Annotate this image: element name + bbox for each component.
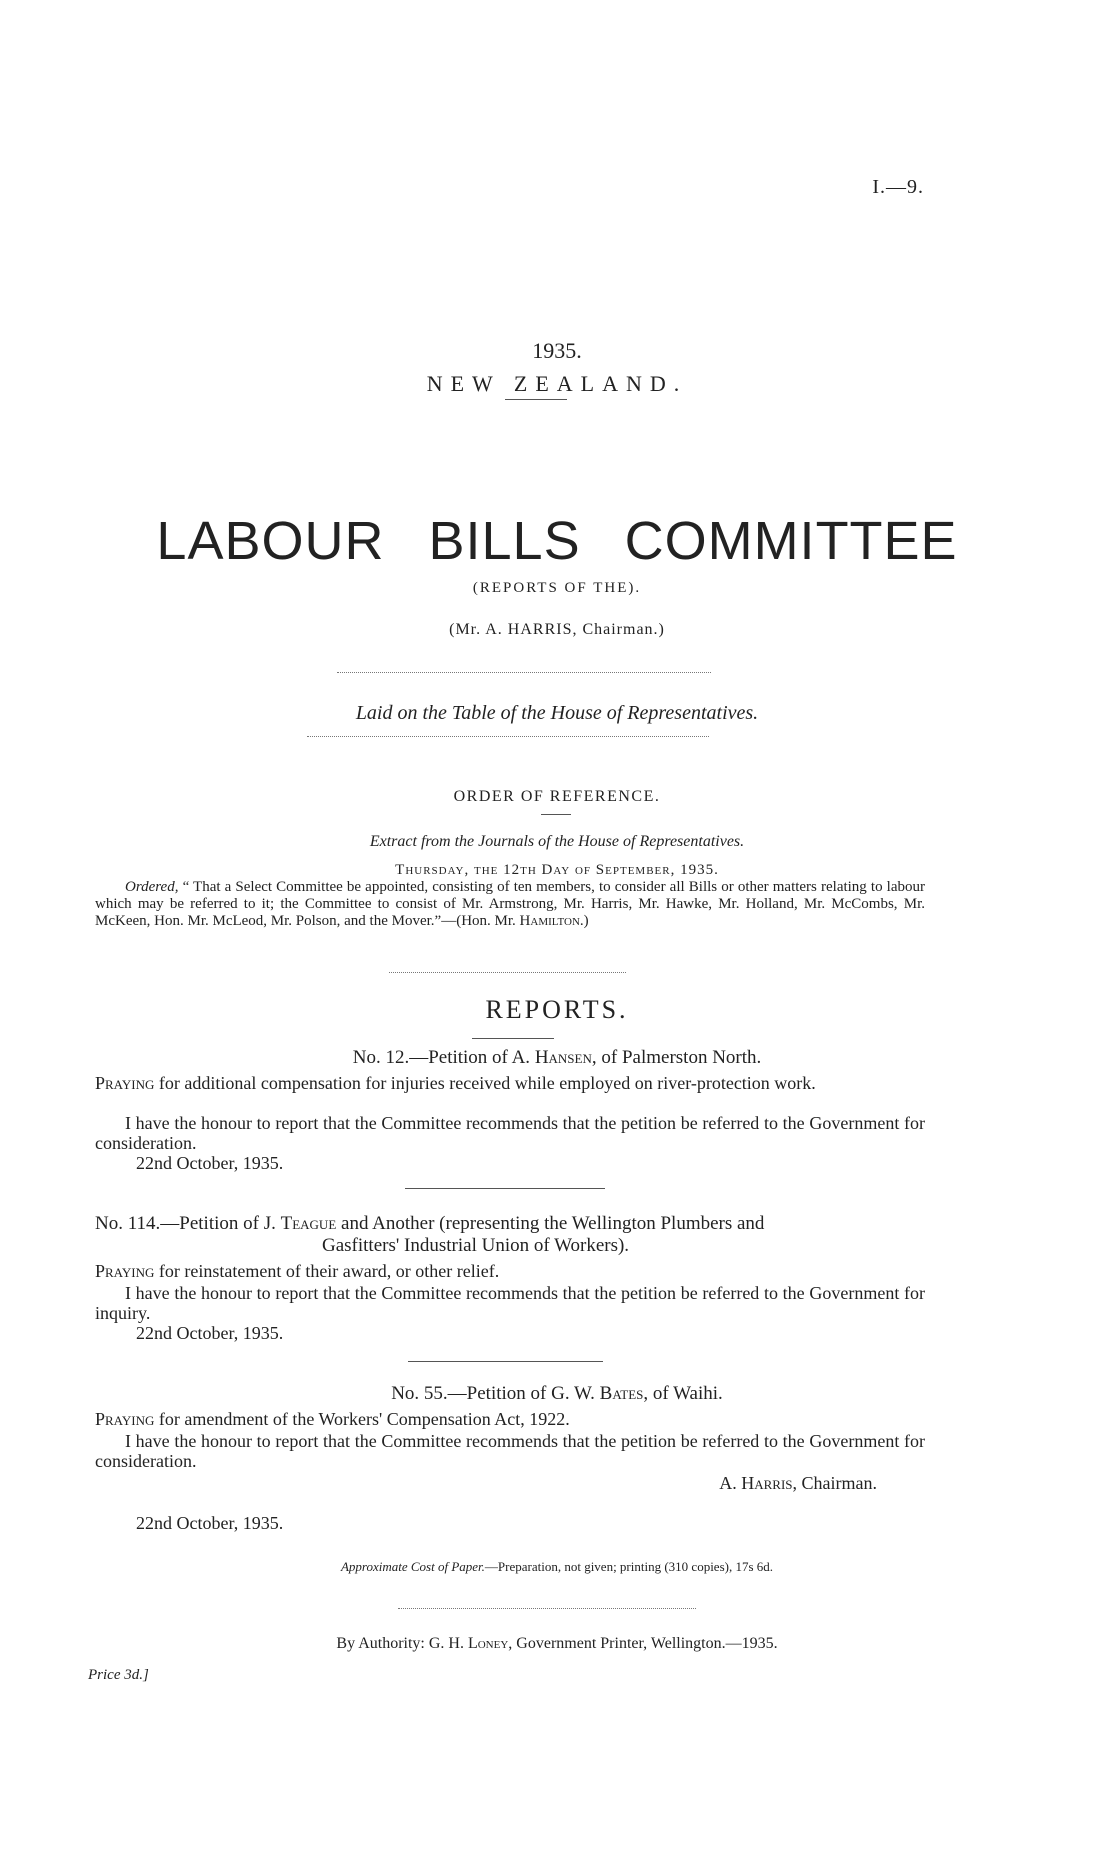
praying-label: Praying [95,1261,155,1281]
petition-heading: No. 114.—Petition of J. Teague and Another (representing the Wellington Plumbers and [95,1213,765,1234]
chairman-line: (Mr. A. HARRIS, Chairman.) [449,621,665,638]
petitioner-name: Teague [280,1213,337,1234]
report-date: 22nd October, 1935. [136,1153,284,1173]
divider [541,814,571,815]
chairman-signature: A. Harris, Chairman. [719,1473,877,1493]
document-reference: I.—9. [872,176,924,198]
petitioner-name: Bates [599,1383,644,1404]
year: 1935. [532,338,582,363]
laid-on-table: Laid on the Table of the House of Representatives. [355,702,759,724]
praying-label: Praying [95,1073,155,1093]
divider [398,1608,696,1609]
printer-name: Loney [467,1635,509,1652]
signatory-name: Harris [741,1473,793,1493]
journal-extract: Extract from the Journals of the House of Representatives. [369,833,745,850]
report-date: 22nd October, 1935. [136,1323,284,1343]
report-text: I have the honour to report that the Committee recommends that the petition be referred to the Government for consideration. [95,1113,925,1153]
cost-label: Approximate Cost of Paper. [340,1559,485,1574]
printer-authority: By Authority: G. H. Loney, Government Printer, Wellington.—1935. [336,1635,778,1652]
document-subtitle: (REPORTS OF THE). [472,580,642,596]
ordered-text: “ That a Select Committee be appointed, consisting of ten members, to consider all Bills or other matters relating to labour which may be referred to it; the Committee to consist of Mr. Armstrong, Mr. Harris, Mr. Hawke, Mr. Holland, Mr. McCombs, Mr. McKeen, Hon. Mr. McLeod, Mr. Polson, and the Mover.”—(Hon. Mr. [95,879,925,929]
divider [472,1038,554,1039]
divider [337,672,711,673]
report-text: I have the honour to report that the Committee recommends that the petition be referred to the Government for inquiry. [95,1283,925,1323]
cost-of-paper: Approximate Cost of Paper.—Preparation, not given; printing (310 copies), 17s 6d. [340,1559,774,1574]
report-date: 22nd October, 1935. [136,1513,284,1533]
divider [405,1188,605,1189]
order-date: Thursday, the 12th Day of September, 1935. [395,862,719,878]
ordered-closing: .) [579,913,589,929]
order-text [95,879,925,930]
petition-heading-continued: Gasfitters' Industrial Union of Workers). [322,1235,630,1256]
mover-name: Hamilton [519,913,580,929]
report-text: I have the honour to report that the Committee recommends that the petition be referred to the Government for consideration. [95,1431,925,1471]
praying-text: Praying for additional compensation for injuries received while employed on river-protection work. [95,1073,816,1093]
country: NEW ZEALAND. [426,371,688,396]
praying-text: Praying for amendment of the Workers' Compensation Act, 1922. [95,1409,570,1429]
ordered-label: Ordered, [125,879,179,895]
praying-text: Praying for reinstatement of their award, or other relief. [95,1261,500,1281]
praying-label: Praying [95,1409,155,1429]
price: Price 3d.] [88,1667,149,1683]
divider [408,1361,603,1362]
order-of-reference-heading: ORDER OF REFERENCE. [453,788,661,805]
divider [307,736,709,737]
petition-heading: No. 12.—Petition of A. Hansen, of Palmerston North. [352,1047,762,1068]
divider [389,972,626,973]
petitioner-name: Hansen [534,1047,592,1068]
petition-heading: No. 55.—Petition of G. W. Bates, of Waihi. [391,1383,723,1404]
reports-heading: REPORTS. [485,995,629,1024]
document-title: LABOUR BILLS COMMITTEE [156,511,958,571]
divider [505,399,567,400]
